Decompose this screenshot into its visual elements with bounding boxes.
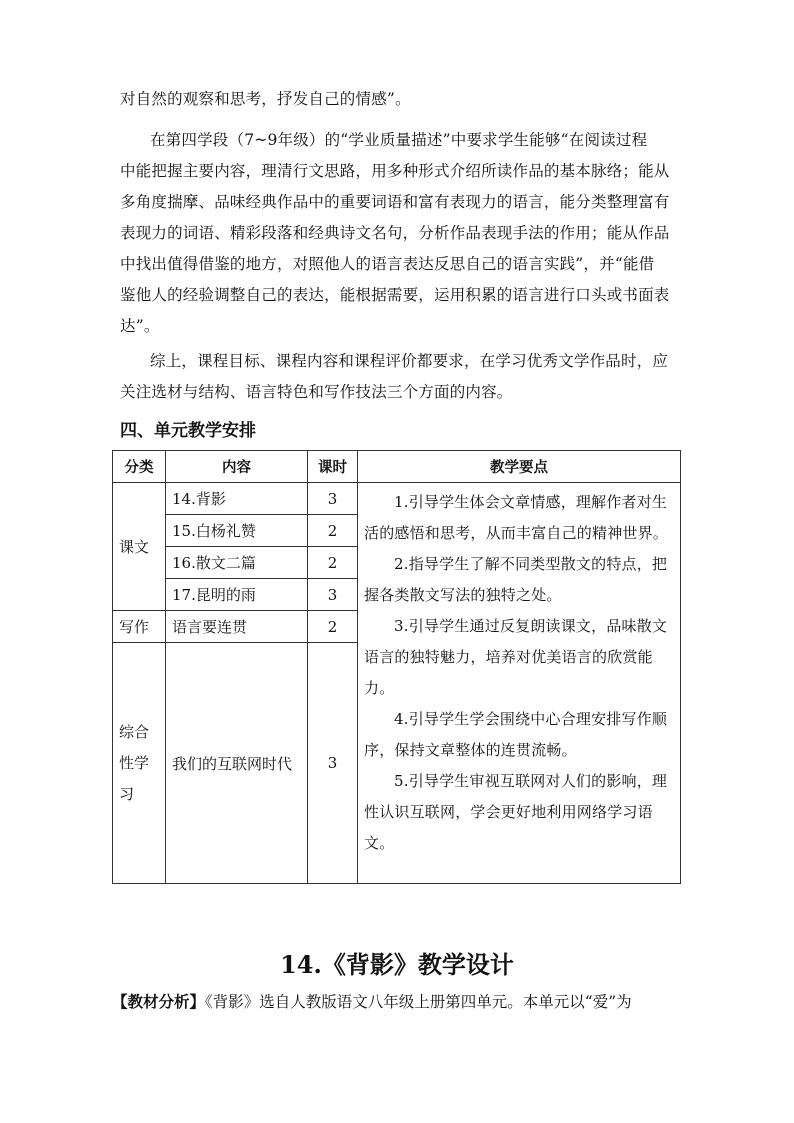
hours-cell: 3 <box>308 483 358 515</box>
hours-cell: 3 <box>308 579 358 611</box>
unit-plan-table <box>112 450 681 884</box>
paragraph-line: 鉴他人的经验调整自己的表达，能根据需要，运用积累的语言进行口头或书面表 <box>120 286 670 304</box>
hours-cell: 2 <box>308 611 358 643</box>
lesson-title: 14.《背影》教学设计 <box>280 950 514 979</box>
table-header-row <box>113 451 681 483</box>
hours-cell: 2 <box>308 515 358 547</box>
analysis-label: 【教材分析】 <box>112 993 206 1011</box>
intro-line-1: 对自然的观察和思考，抒发自己的情感”。 <box>120 90 411 108</box>
key-point: 2.指导学生了解不同类型散文的特点，把握各类散文写法的独特之处。 <box>364 555 668 604</box>
paragraph-line: 中能把握主要内容，理清行文思路，用多种形式介绍所读作品的基本脉络；能从 <box>120 162 670 180</box>
key-point: 1.引导学生体会文章情感，理解作者对生活的感悟和思考，从而丰富自己的精神世界。 <box>364 493 669 542</box>
content-cell: 17.昆明的雨 <box>166 579 308 611</box>
hours-cell: 3 <box>308 643 358 884</box>
content-cell: 我们的互联网时代 <box>166 643 308 884</box>
paragraph-line: 中找出值得借鉴的地方，对照他人的语言表达反思自己的语言实践”，并“能借 <box>120 255 655 273</box>
section-heading: 四、单元教学安排 <box>120 421 256 441</box>
header-category: 分类 <box>113 451 166 483</box>
category-kewen: 课文 <box>113 483 166 611</box>
content-cell: 15.白杨礼赞 <box>166 515 308 547</box>
key-points-cell <box>358 483 681 884</box>
paragraph-line: 表现力的词语、精彩段落和经典诗文名句，分析作品表现手法的作用；能从作品 <box>120 224 670 242</box>
paragraph-line: 综上，课程目标、课程内容和课程评价都要求，在学习优秀文学作品时，应 <box>150 352 669 370</box>
content-cell: 16.散文二篇 <box>166 547 308 579</box>
content-cell: 14.背影 <box>166 483 308 515</box>
hours-cell: 2 <box>308 547 358 579</box>
analysis-text: 《背影》选自人教版语文八年级上册第四单元。本单元以“爱”为 <box>205 993 632 1011</box>
category-xiezuo: 写作 <box>113 611 166 643</box>
paragraph-line: 达”。 <box>120 317 160 335</box>
content-cell: 语言要连贯 <box>166 611 308 643</box>
textbook-analysis <box>112 990 632 1012</box>
key-point: 3.引导学生通过反复朗读课文，品味散文语言的独特魅力，培养对优美语言的欣赏能力。 <box>364 617 668 697</box>
category-zonghe: 综合 性学 习 <box>113 643 166 884</box>
paragraph-line: 多角度揣摩、品味经典作品中的重要词语和富有表现力的语言，能分类整理富有 <box>120 193 670 211</box>
paragraph-line: 关注选材与结构、语言特色和写作技法三个方面的内容。 <box>120 383 513 401</box>
key-point: 5.引导学生审视互联网对人们的影响，理性认识互联网，学会更好地利用网络学习语文。 <box>364 772 668 852</box>
header-key-points: 教学要点 <box>358 451 681 483</box>
key-point: 4.引导学生学会围绕中心合理安排写作顺序，保持文章整体的连贯流畅。 <box>364 710 668 759</box>
table-row <box>113 483 681 515</box>
paragraph-line: 在第四学段（7~9年级）的“学业质量描述”中要求学生能够“在阅读过程 <box>150 131 648 149</box>
header-content: 内容 <box>166 451 308 483</box>
header-hours: 课时 <box>308 451 358 483</box>
